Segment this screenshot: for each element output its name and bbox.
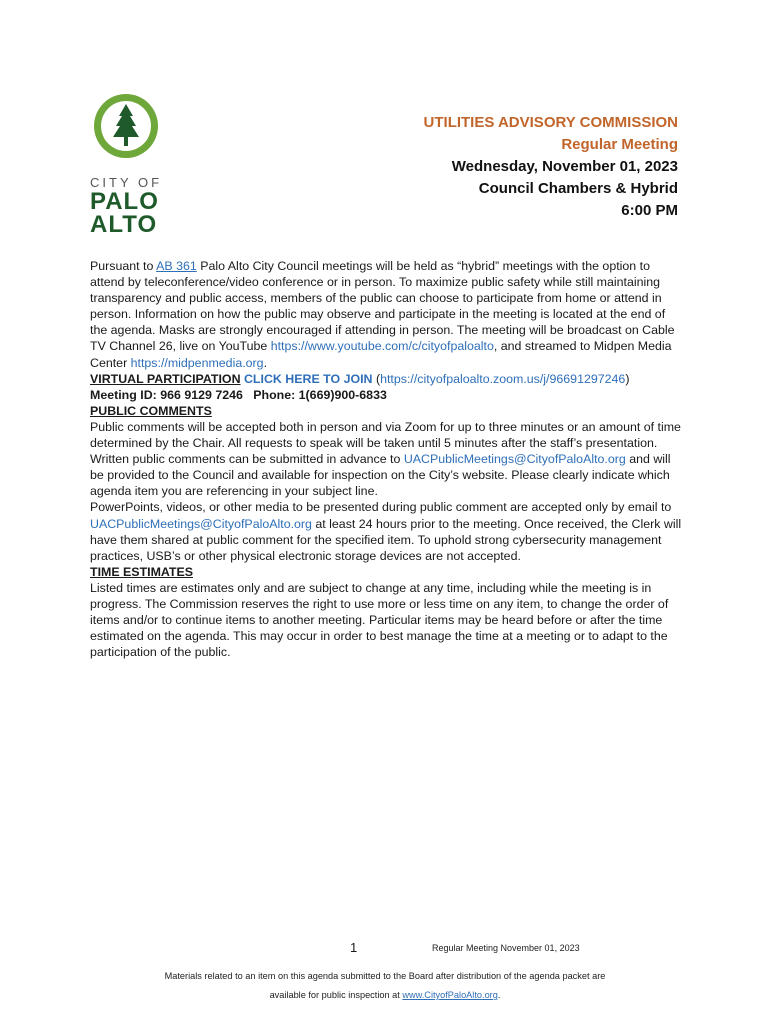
ab361-link[interactable]: AB 361 (156, 259, 197, 273)
intro-mid: , and streamed to Midpen Media Center (90, 339, 672, 370)
uac-email-link[interactable]: UACPublicMeetings@CityofPaloAlto.org (403, 452, 626, 467)
meeting-location: Council Chambers & Hybrid (478, 180, 678, 197)
public-comments-paragraph-2 (90, 499, 682, 563)
meeting-id-line (90, 387, 682, 403)
footer-note-end: . (497, 990, 501, 1000)
zoom-close-paren: ) (625, 371, 630, 386)
page-number: 1 (350, 940, 358, 955)
zoom-link[interactable]: https://cityofpaloalto.zoom.us/j/96691297246 (380, 371, 626, 386)
intro-pre: Pursuant to (90, 259, 157, 273)
city-logo (90, 92, 170, 236)
meeting-time: 6:00 PM (621, 202, 678, 219)
phone-number: Phone: 1(669)900-6833 (253, 387, 387, 402)
virtual-label: VIRTUAL PARTICIPATION (90, 371, 241, 386)
pc-p2-a: PowerPoints, videos, or other media to be presented during public comment are accepted only by email to (90, 500, 672, 515)
meeting-header (424, 112, 678, 222)
agenda-body (90, 258, 682, 660)
intro-end: . (263, 355, 268, 370)
logo-palo: PALO (90, 188, 159, 215)
public-comments-title: PUBLIC COMMENTS (90, 403, 212, 418)
meeting-type: Regular Meeting (561, 136, 678, 153)
intro-text: Palo Alto City Council meetings will be held as “hybrid” meetings with the option to attend by teleconference/video conference or in person. To maximize public safety while still maintaining transparency and public access, members of the public can choose to participate from home or attend in person. Information on how the public may observe and participate in the meeting is located at the end of the agenda. Masks are strongly encouraged if attending in person. The meeting will be broadcast on Cable TV Channel 26, live on YouTube (90, 259, 675, 354)
footer-note (0, 967, 770, 1005)
time-estimates-title: TIME ESTIMATES (90, 564, 194, 579)
footer-meeting-label: Regular Meeting November 01, 2023 (432, 943, 580, 953)
pc-p2-b: at least 24 hours prior to the meeting. Once received, the Clerk will have them shared at public comment for the specified item. To uphold strong cybersecurity management practices, USB’s or other physical electronic storage devices are not accepted. (90, 516, 682, 563)
footer-note-pre: available for public inspection at (269, 990, 403, 1000)
join-link[interactable]: CLICK HERE TO JOIN (243, 371, 373, 386)
commission-title: UTILITIES ADVISORY COMMISSION (423, 114, 678, 131)
pc-p1-a: Public comments will be accepted both in person and via Zoom for up to three minutes or an amount of time determined by the Chair. All requests to speak will be taken until 5 minutes after the staff’s presentation. Written public comments can be submitted in advance to (90, 419, 681, 467)
time-estimates-paragraph: Listed times are estimates only and are subject to change at any time, including while the meeting is in progress. The Commission reserves the right to use more or less time on any item, to change the order of items and/or to continue items to another meeting. Particular items may be heard before or after the time estimated on the agenda. This may occur in order to best manage the time at a meeting or to adapt to the participation of the public. (90, 580, 669, 660)
zoom-open-paren: ( (372, 371, 381, 386)
midpen-link[interactable]: https://midpenmedia.org (130, 355, 264, 370)
meeting-id: Meeting ID: 966 9129 7246 (90, 387, 243, 402)
youtube-link[interactable]: https://www.youtube.com/c/cityofpaloalto (270, 339, 494, 354)
city-website-link[interactable]: www.CityofPaloAlto.org (402, 990, 498, 1000)
virtual-participation (90, 371, 682, 387)
logo-city-of: CITY OF (90, 175, 163, 190)
footer-note-line-1: Materials related to an item on this agenda submitted to the Board after distribution of the agenda packet are (164, 971, 606, 981)
footer-note-line-2 (0, 986, 770, 1005)
logo-alto: ALTO (90, 211, 158, 238)
public-comments-paragraph-1 (90, 419, 682, 499)
pc-p1-b: and will be provided to the Council and available for inspection on the City’s website. Please clearly indicate which agenda item you are referencing in your subject line. (90, 452, 671, 499)
intro-paragraph (90, 258, 682, 371)
tree-logo-icon (92, 92, 160, 160)
meeting-date: Wednesday, November 01, 2023 (451, 158, 678, 175)
uac-email-link-2[interactable]: UACPublicMeetings@CityofPaloAlto.org (90, 516, 312, 531)
